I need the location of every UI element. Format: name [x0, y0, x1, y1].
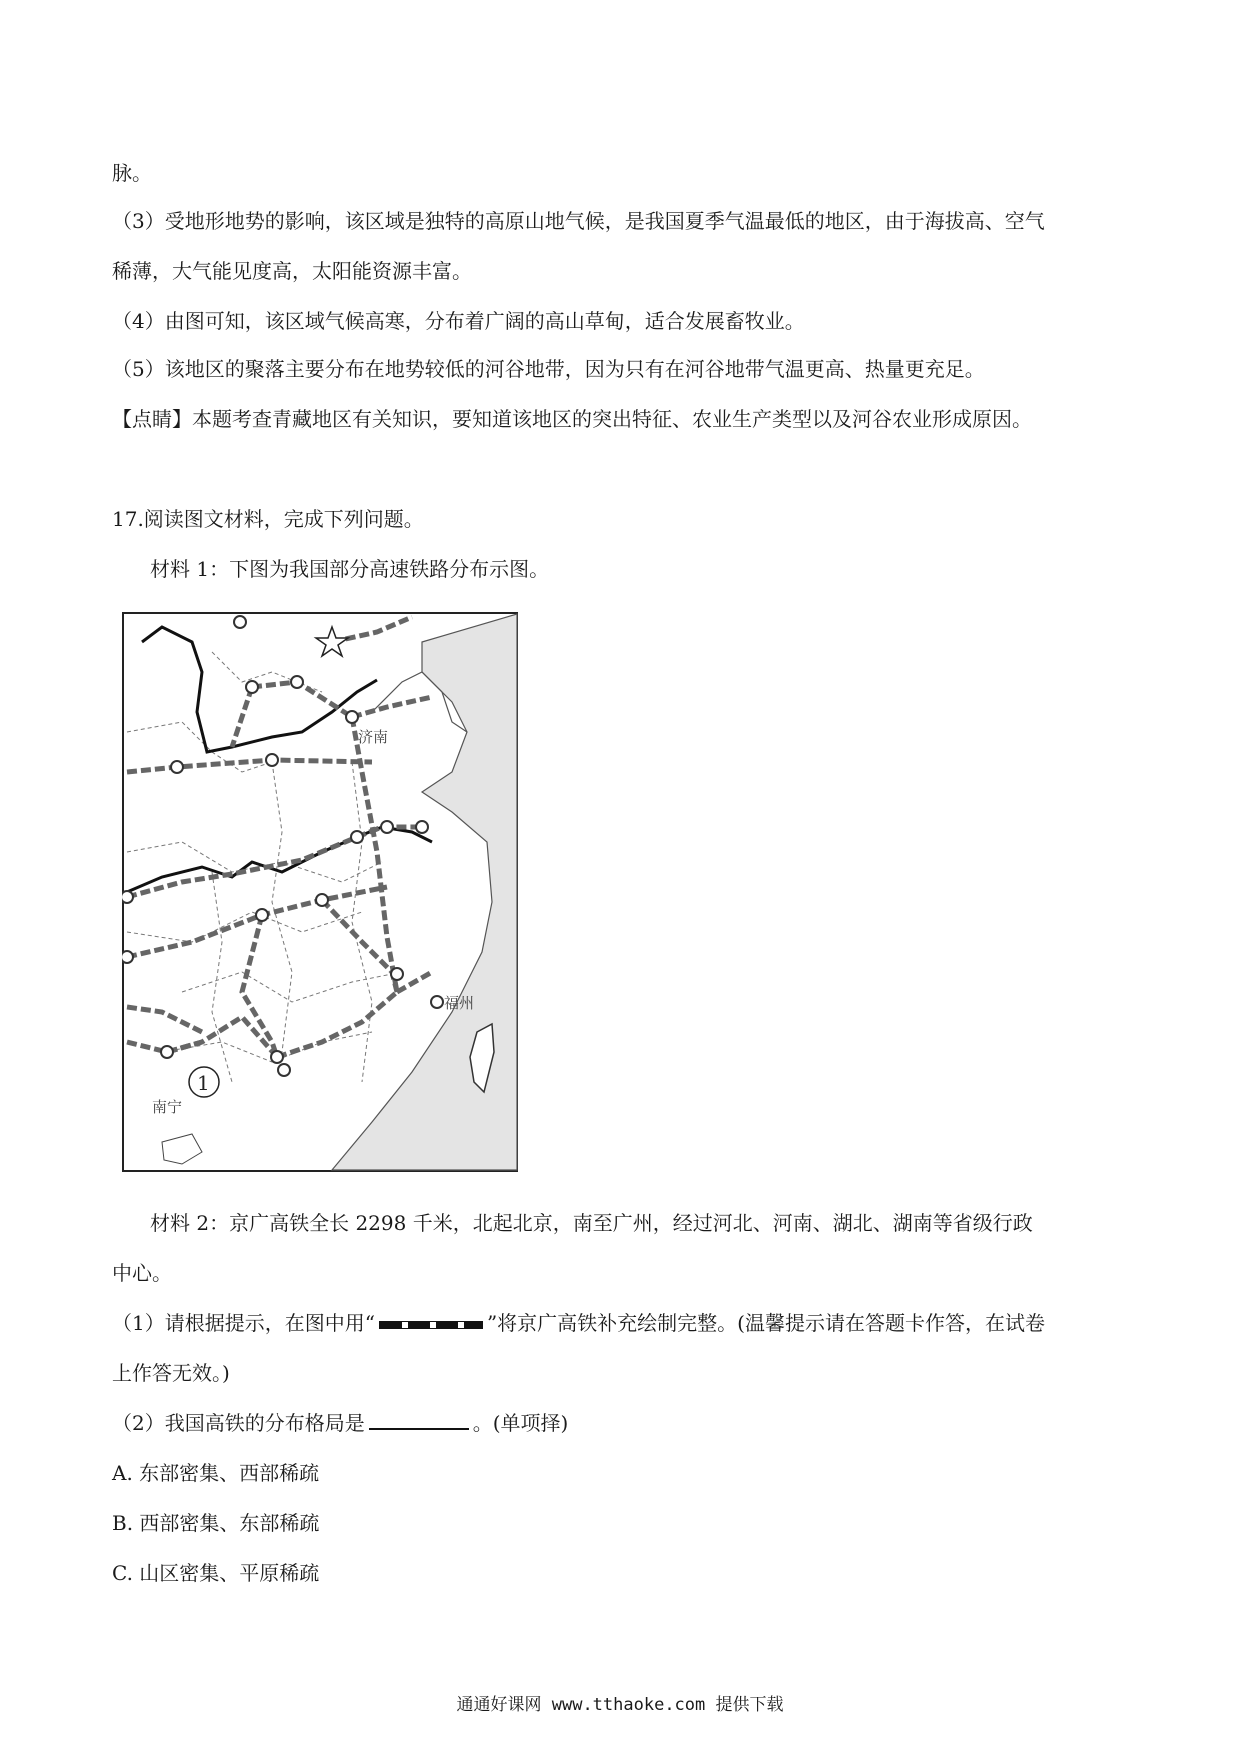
material-2: 材料 2：京广高铁全长 2298 千米，北起北京，南至广州，经过河北、河南、湖北、湖南等省级行政	[150, 1211, 1033, 1235]
material-2-cont: 中心。	[112, 1261, 172, 1285]
question-1-cont: 上作答无效。)	[112, 1361, 230, 1385]
question-2-suffix: 。(单项择)	[472, 1411, 569, 1435]
option-c[interactable]: C. 山区密集、平原稀疏	[112, 1561, 320, 1585]
answer-line-end: 脉。	[112, 161, 152, 185]
option-b[interactable]: B. 西部密集、东部稀疏	[112, 1511, 320, 1535]
question-17-stem: 17.阅读图文材料，完成下列问题。	[112, 507, 424, 531]
label-jinan: 济南	[358, 728, 389, 746]
answer-item-4: （4）由图可知，该区域气候高寒，分布着广阔的高山草甸，适合发展畜牧业。	[112, 309, 805, 333]
question-1	[112, 1310, 1045, 1336]
tip-paragraph: 【点睛】本题考查青藏地区有关知识，要知道该地区的突出特征、农业生产类型以及河谷农业形成原因。	[112, 407, 1032, 431]
marker-1-label: 1	[197, 1071, 210, 1095]
question-1-suffix: ”将京广高铁补充绘制完整。(温馨提示请在答题卡作答，在试卷	[486, 1311, 1045, 1335]
question-2-prefix: （2）我国高铁的分布格局是	[112, 1411, 365, 1435]
answer-item-5: （5）该地区的聚落主要分布在地势较低的河谷地带，因为只有在河谷地带气温更高、热量更充足。	[112, 357, 985, 381]
label-fuzhou: 福州	[444, 994, 475, 1012]
label-nanning: 南宁	[152, 1098, 183, 1116]
question-1-prefix: （1）请根据提示，在图中用“	[112, 1311, 375, 1335]
question-2	[112, 1410, 568, 1436]
material-1: 材料 1：下图为我国部分高速铁路分布示图。	[150, 557, 550, 581]
option-a[interactable]: A. 东部密集、西部稀疏	[112, 1461, 320, 1485]
answer-item-3: （3）受地形地势的影响，该区域是独特的高原山地气候，是我国夏季气温最低的地区，由于海拔高、空气	[112, 209, 1045, 233]
answer-item-3-cont: 稀薄，大气能见度高，太阳能资源丰富。	[112, 259, 472, 283]
answer-blank[interactable]	[369, 1410, 469, 1430]
page-footer: 通通好课网 www.tthaoke.com 提供下载	[456, 1695, 784, 1715]
railway-legend-symbol	[379, 1321, 483, 1329]
railway-map	[122, 612, 518, 1172]
